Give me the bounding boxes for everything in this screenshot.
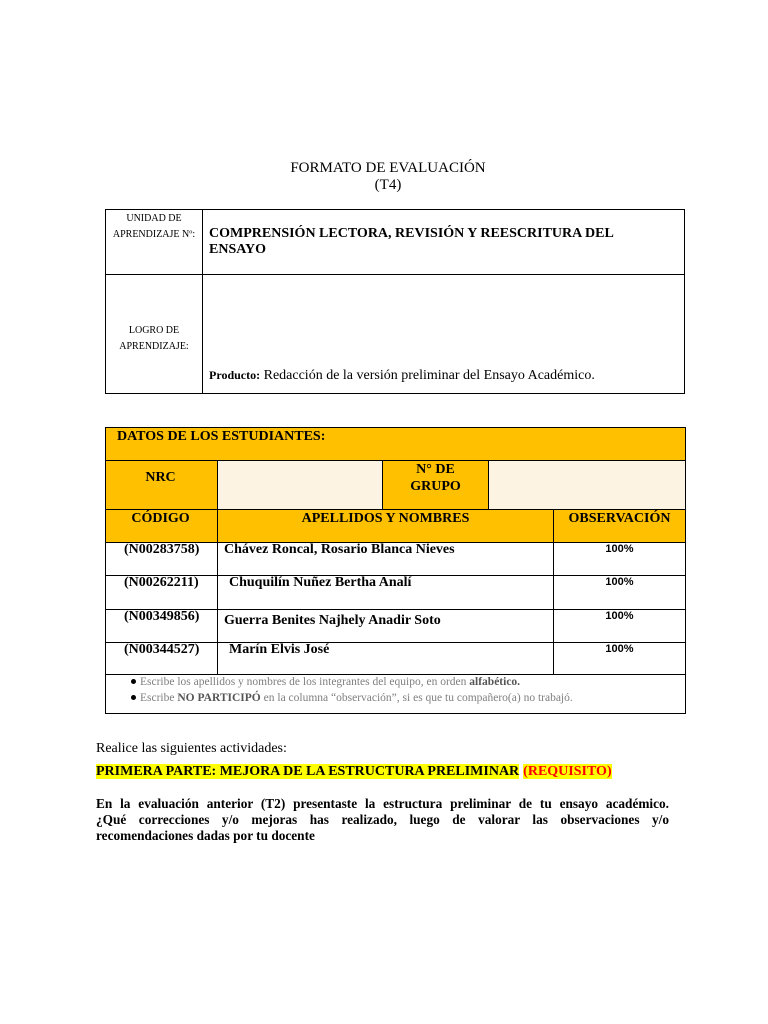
col-names-header: APELLIDOS Y NOMBRES	[301, 511, 470, 526]
row-3-name: Guerra Benites Najhely Anadir Soto	[224, 613, 441, 628]
bullet-icon	[131, 679, 136, 684]
part-requirement: (REQUISITO)	[523, 764, 612, 779]
section-title: DATOS DE LOS ESTUDIANTES:	[117, 429, 326, 444]
section-title-cell	[106, 428, 685, 460]
row-1-obs: 100%	[605, 543, 634, 555]
product-line	[209, 368, 679, 384]
unit-label: UNIDAD DE APRENDIZAJE Nº:	[112, 213, 196, 240]
col-code-header: CÓDIGO	[131, 511, 190, 526]
part-title: PRIMERA PARTE: MEJORA DE LA ESTRUCTURA PRELIMINAR	[96, 764, 520, 779]
unit-value: COMPRENSIÓN LECTORA, REVISIÓN Y REESCRITURA DEL ENSAYO	[209, 226, 614, 257]
col-obs-header-cell	[554, 510, 685, 542]
logro-label: LOGRO DE APRENDIZAJE:	[119, 325, 189, 352]
row-2-name: Chuquilín Nuñez Bertha Analí	[229, 575, 412, 590]
bullet-icon	[131, 695, 136, 700]
row-2-obs: 100%	[605, 576, 634, 588]
row-4-obs: 100%	[605, 643, 634, 655]
note-1: Escribe los apellidos y nombres de los integrantes del equipo, en orden alfabético.	[131, 676, 681, 688]
nrc-label: NRC	[145, 470, 176, 485]
note-2: Escribe NO PARTICIPÓ en la columna “observación”, si es que tu compañero(a) no trabajó.	[131, 692, 681, 704]
row-4-code: (N00344527)	[124, 642, 200, 657]
instruction-paragraph: En la evaluación anterior (T2) presentaste la estructura preliminar de tu ensayo académico. ¿Qué correcciones y/o mejoras has realizado, luego de valorar las observaciones y/o recomendaciones dadas por tu docente	[96, 796, 669, 843]
document-title: FORMATO DE EVALUACIÓN	[290, 160, 486, 176]
col-names-header-cell	[218, 510, 553, 542]
col-obs-header: OBSERVACIÓN	[568, 511, 671, 526]
row-4-name: Marín Elvis José	[229, 642, 330, 657]
row-3-obs: 100%	[605, 610, 634, 622]
row-3-code: (N00349856)	[124, 609, 200, 624]
product-label: Producto:	[209, 368, 261, 382]
nrc-value-field	[218, 461, 382, 509]
row-1-name: Chávez Roncal, Rosario Blanca Nieves	[224, 542, 455, 557]
students-table	[105, 427, 686, 714]
product-value: Redacción de la versión preliminar del Ensayo Académico.	[263, 368, 595, 383]
info-table	[105, 209, 685, 394]
group-label: N° DE GRUPO	[410, 462, 461, 494]
nrc-label-cell	[106, 461, 217, 509]
group-value-field	[489, 461, 685, 509]
document-subtitle: (T4)	[374, 177, 402, 193]
row-2-code: (N00262211)	[124, 575, 199, 590]
group-label-cell	[383, 461, 488, 509]
row-1-code: (N00283758)	[124, 542, 200, 557]
col-code-header-cell	[106, 510, 217, 542]
instruction-text: Realice las siguientes actividades:	[96, 741, 287, 756]
part-heading	[96, 764, 612, 780]
